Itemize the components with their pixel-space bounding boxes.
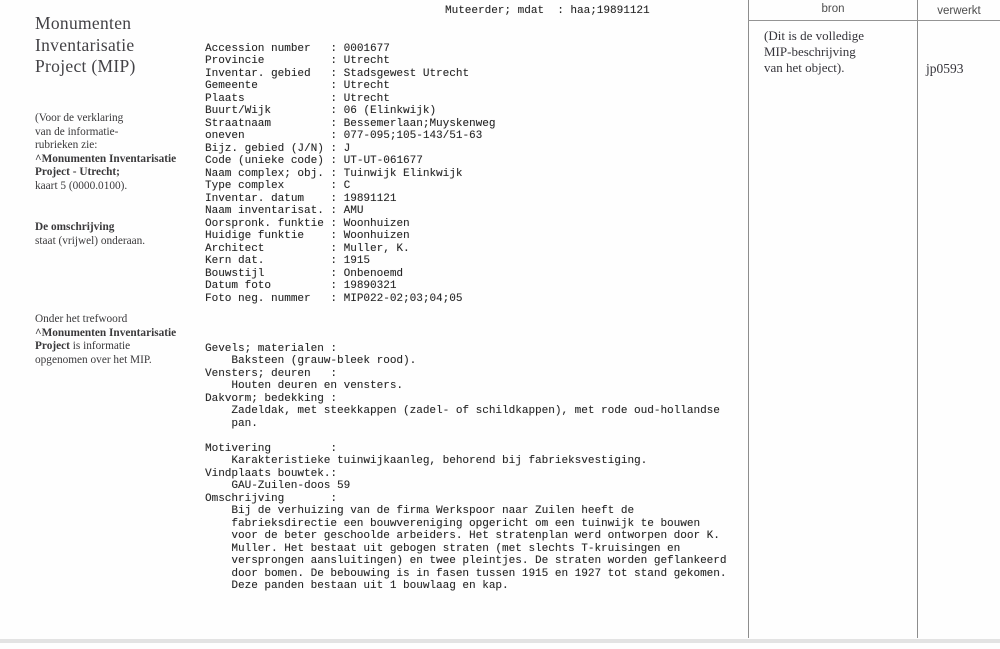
note-line: [35, 166, 184, 180]
field-label: Provincie: [205, 55, 265, 67]
field-value: 0001677: [343, 42, 390, 55]
scan-bottom-edge: [0, 639, 1000, 643]
field-label: Architect: [205, 242, 265, 255]
field-separator: :: [323, 192, 344, 205]
note-text: is informatie: [69, 340, 131, 352]
note-text: De omschrijving: [35, 221, 115, 233]
note-line: [35, 313, 184, 327]
field-separator: :: [323, 205, 344, 217]
field-value: Utrecht: [343, 80, 390, 92]
record-field-row: [205, 243, 750, 256]
record-field-row: [205, 55, 750, 68]
field-label: Kern dat.: [205, 255, 265, 267]
section-heading: [205, 443, 750, 456]
field-value: 19890321: [343, 280, 397, 292]
record-field-row: [205, 218, 750, 231]
record-field-row: [205, 255, 750, 268]
section-colon: :: [330, 442, 338, 455]
section-line: Zadeldak, met steekkappen (zadel- of schildkappen), met rode oud-hollandse: [231, 405, 720, 417]
note-text: Project - Utrecht;: [35, 166, 120, 178]
field-value: J: [343, 142, 351, 155]
section-line: Deze panden bestaan uit 1 bouwlaag en kap.: [231, 580, 509, 592]
note-text: Onder het trefwoord: [35, 313, 128, 325]
section-label: Gevels; materialen: [205, 342, 324, 355]
field-separator: :: [323, 292, 344, 305]
record-field-row: [205, 105, 750, 118]
note-text: rubrieken zie:: [35, 139, 98, 151]
record-field-row: [205, 118, 750, 131]
section-line: versprongen aansluitingen) en twee pleintjes. De straten worden geflankeerd: [231, 555, 727, 567]
field-label: Gemeente: [205, 80, 258, 92]
section-line: Baksteen (grauw-bleek rood).: [231, 355, 417, 367]
section-label: Dakvorm; bedekking: [205, 392, 324, 405]
field-label: Plaats: [205, 92, 245, 105]
field-label: Straatnaam: [205, 117, 272, 130]
margin-note-verklaring: [35, 112, 184, 193]
section-line: Bij de verhuizing van de firma Werkspoor naar Zuilen heeft de: [231, 505, 635, 517]
field-label: Inventar. datum: [205, 192, 305, 205]
field-separator: :: [323, 180, 344, 192]
note-line: [35, 153, 184, 167]
field-separator: :: [323, 230, 344, 242]
record-field-row: [205, 143, 750, 156]
muteerder-separator: :: [557, 5, 571, 17]
field-separator: :: [323, 105, 344, 117]
margin-note-omschrijving: [35, 221, 184, 248]
section-line: Karakteristieke tuinwijkaanleg, behorend bij fabrieksvestiging.: [231, 455, 648, 467]
section-label: Vensters; deuren: [205, 367, 311, 380]
record-field-row: [205, 205, 750, 218]
section-line: pan.: [231, 417, 258, 430]
record-section: [205, 493, 750, 593]
note-line: [35, 180, 184, 194]
stamp-header-rule: [748, 20, 1000, 21]
muteerder-field: [445, 5, 650, 18]
record-field-row: [205, 293, 750, 306]
field-value: 1915: [343, 255, 371, 267]
section-line: Muller. Het bestaat uit gebogen straten (met slechts T-kruisingen en: [231, 542, 681, 555]
field-value: Muller, K.: [343, 242, 410, 255]
field-value: Woonhuizen: [343, 217, 410, 230]
margin-note-trefwoord: [35, 313, 184, 367]
note-text: opgenomen over het MIP.: [35, 353, 152, 366]
section-label: Vindplaats bouwtek.: [205, 467, 331, 480]
field-value: Utrecht: [343, 55, 390, 67]
section-line: voor de beter geschoolde arbeiders. Het stratenplan werd ontworpen door K.: [231, 530, 720, 542]
field-separator: :: [323, 242, 344, 255]
note-text: van de informatie-: [35, 125, 119, 138]
section-line: Houten deuren en vensters.: [231, 380, 404, 392]
field-separator: :: [323, 142, 344, 155]
bron-note: [764, 28, 864, 76]
field-value: 19891121: [343, 192, 397, 205]
field-label: Type complex: [205, 180, 285, 192]
mip-title-line: Monumenten: [35, 13, 132, 33]
field-value: MIP022-02;03;04;05: [343, 292, 463, 305]
field-value: C: [343, 180, 351, 192]
field-separator: :: [323, 117, 344, 130]
record-field-row: [205, 230, 750, 243]
record-sections: [205, 343, 750, 593]
field-label: Datum foto: [205, 280, 272, 292]
note-line: [35, 354, 184, 368]
field-label: Huidige funktie: [205, 230, 305, 242]
field-label: Code (unieke code): [205, 155, 324, 167]
field-value: UT-UT-061677: [343, 155, 423, 167]
section-heading: [205, 393, 750, 406]
section-colon: :: [330, 342, 338, 355]
muteerder-label: Muteerder; mdat: [445, 5, 545, 17]
note-line: [35, 327, 184, 341]
note-text: (Voor de verklaring: [35, 112, 124, 124]
section-label: Omschrijving: [205, 492, 285, 505]
section-colon: :: [330, 492, 338, 505]
note-line: [35, 221, 184, 235]
record-field-row: [205, 130, 750, 143]
field-separator: :: [323, 67, 344, 80]
field-value: 06 (Elinkwijk): [343, 105, 437, 117]
mip-title-line: Project (MIP): [35, 56, 136, 76]
field-value: AMU: [343, 205, 364, 217]
record-field-row: [205, 43, 750, 56]
field-label: Inventar. gebied: [205, 67, 311, 80]
mip-title-line: Inventarisatie: [35, 34, 135, 55]
record-section: [205, 368, 750, 393]
field-label: Foto neg. nummer: [205, 292, 311, 305]
note-text: staat (vrijwel) onderaan.: [35, 234, 146, 247]
field-separator: :: [323, 92, 344, 105]
note-text: ^Monumenten Inventarisatie: [35, 326, 177, 339]
record-section: [205, 443, 750, 468]
field-separator: :: [323, 280, 344, 292]
record-field-row: [205, 80, 750, 93]
field-label: Bouwstijl: [205, 267, 265, 280]
field-value: Bessemerlaan;Muyskenweg: [343, 117, 496, 130]
record-field-row: [205, 168, 750, 181]
record-body: [205, 5, 750, 618]
bron-column-divider: [748, 0, 749, 638]
section-colon: :: [330, 367, 338, 380]
field-separator: :: [323, 80, 344, 92]
record-field-row: [205, 280, 750, 293]
record-section: [205, 468, 750, 493]
section-line: fabrieksdirectie een bouwvereniging opgericht om een tuinwijk te bouwen: [231, 517, 701, 530]
field-separator: :: [323, 255, 344, 267]
record-field-row: [205, 268, 750, 281]
muteerder-value: haa;19891121: [570, 5, 650, 17]
record-section: [205, 393, 750, 431]
record-section: [205, 343, 750, 368]
field-label: Bijz. gebied (J/N): [205, 142, 324, 155]
record-field-row: [205, 93, 750, 106]
record-fields: [205, 43, 750, 306]
field-label: Naam inventarisat.: [205, 205, 324, 217]
section-label: Motivering: [205, 442, 272, 455]
section-line: door bomen. De bebouwing is in fasen tussen 1915 en 1927 tot stand gekomen.: [231, 567, 727, 580]
section-line: GAU-Zuilen-doos 59: [231, 480, 351, 492]
record-field-row: [205, 193, 750, 206]
note-line: [35, 139, 184, 153]
bron-line: (Dit is de volledige: [764, 28, 865, 43]
verwerkt-column-divider: [917, 0, 918, 638]
field-separator: :: [323, 42, 344, 55]
bron-line: MIP-beschrijving: [764, 44, 856, 59]
field-separator: :: [323, 267, 344, 280]
record-field-row: [205, 180, 750, 193]
field-label: oneven: [205, 130, 245, 142]
field-value: 077-095;105-143/51-63: [343, 130, 483, 142]
field-label: Accession number: [205, 42, 311, 55]
field-value: Onbenoemd: [343, 267, 404, 280]
record-field-row: [205, 68, 750, 81]
section-heading: [205, 493, 750, 506]
section-heading: [205, 343, 750, 356]
note-line: [35, 126, 184, 140]
section-colon: :: [330, 467, 338, 480]
verwerkt-column-header: verwerkt: [937, 5, 981, 17]
section-heading: [205, 368, 750, 381]
field-value: Woonhuizen: [343, 230, 410, 242]
field-value: Stadsgewest Utrecht: [343, 67, 470, 80]
record-field-row: [205, 155, 750, 168]
mip-title: [35, 13, 136, 78]
note-line: [35, 112, 184, 126]
note-line: [35, 235, 184, 249]
note-text: Project: [35, 340, 70, 352]
field-separator: :: [323, 130, 344, 142]
field-value: Utrecht: [343, 92, 390, 105]
field-label: Naam complex; obj.: [205, 167, 324, 180]
section-heading: [205, 468, 750, 481]
field-label: Buurt/Wijk: [205, 105, 272, 117]
field-value: Tuinwijk Elinkwijk: [343, 167, 463, 180]
field-separator: :: [323, 55, 344, 67]
field-label: Oorspronk. funktie: [205, 217, 324, 230]
section-colon: :: [330, 392, 338, 405]
note-text: kaart 5 (0000.0100).: [35, 179, 128, 192]
verwerkt-value: jp0593: [926, 61, 964, 76]
bron-column-header: bron: [821, 3, 845, 15]
note-text: ^Monumenten Inventarisatie: [35, 152, 177, 165]
field-separator: :: [323, 167, 344, 180]
field-separator: :: [323, 155, 344, 167]
bron-line: van het object).: [764, 60, 845, 75]
note-line: [35, 340, 184, 354]
field-separator: :: [323, 217, 344, 230]
